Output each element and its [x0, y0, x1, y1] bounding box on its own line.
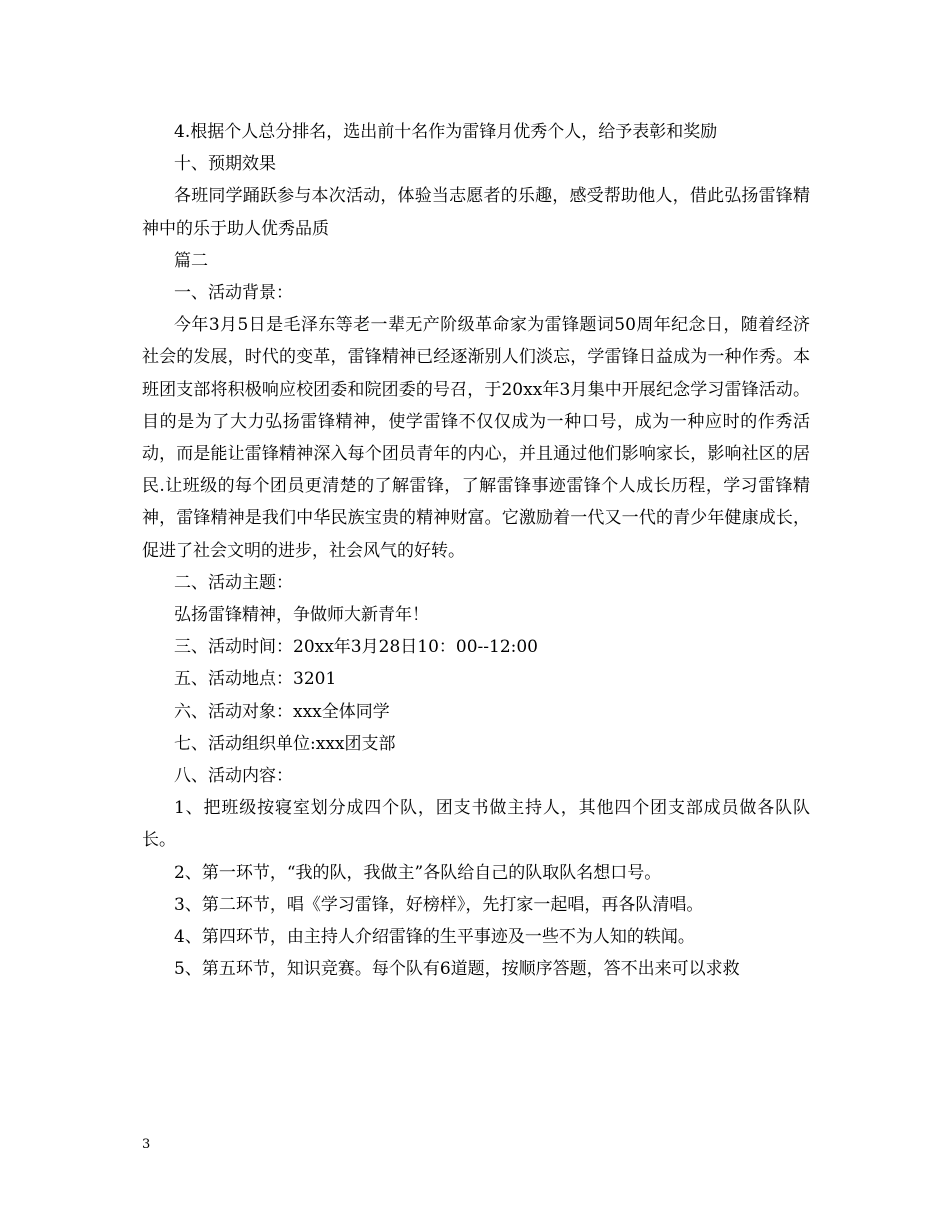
list-item: 2、第一环节，“我的队，我做主”各队给自己的队取队名想口号。: [174, 862, 662, 883]
section-heading: 二、活动主题：: [174, 572, 293, 593]
body-text: [142, 116, 810, 985]
paragraph: 七、活动组织单位:xxx团支部: [174, 733, 396, 754]
list-item: 4、第四环节，由主持人介绍雷锋的生平事迹及一些不为人知的轶闻。: [174, 927, 695, 948]
paragraph: 六、活动对象：xxx全体同学: [174, 701, 390, 722]
paragraph: 五、活动地点：3201: [174, 669, 337, 690]
section-heading: 十、预期效果: [174, 154, 276, 175]
section-heading: 篇二: [174, 250, 208, 271]
list-item: 1、把班级按寝室划分成四个队，团支书做主持人，其他四个团支部成员做各队队长。: [142, 798, 810, 851]
section-heading: 八、活动内容：: [174, 766, 293, 787]
paragraph: 三、活动时间：20xx年3月28日10：00--12:00: [174, 637, 538, 658]
paragraph: 弘扬雷锋精神，争做师大新青年！: [174, 605, 429, 626]
list-item: 3、第二环节，唱《学习雷锋，好榜样》，先打家一起唱，再各队清唱。: [174, 894, 704, 915]
paragraph: 各班同学踊跃参与本次活动，体验当志愿者的乐趣，感受帮助他人，借此弘扬雷锋精神中的乐于助人优秀品质: [142, 186, 810, 239]
paragraph: 今年3月5日是毛泽东等老一辈无产阶级革命家为雷锋题词50周年纪念日，随着经济社会的发展，时代的变革，雷锋精神已经逐渐别人们淡忘，学雷锋日益成为一种作秀。本班团支部将积极响应校团委和院团委的号召，于20xx年3月集中开展纪念学习雷锋活动。目的是为了大力弘扬雷锋精神，使学雷锋不仅仅成为一种口号，成为一种应时的作秀活动，而是能让雷锋精神深入每个团员青年的内心，并且通过他们影响家长，影响社区的居民.让班级的每个团员更清楚的了解雷锋，了解雷锋事迹雷锋个人成长历程，学习雷锋精神，雷锋精神是我们中华民族宝贵的精神财富。它激励着一代又一代的青少年健康成长，促进了社会文明的进步，社会风气的好转。: [142, 315, 810, 561]
section-heading: 一、活动背景：: [174, 283, 293, 304]
page-number: 3: [142, 1137, 151, 1152]
paragraph: 4.根据个人总分排名，选出前十名作为雷锋月优秀个人，给予表彰和奖励: [174, 122, 718, 142]
list-item: 5、第五环节，知识竞赛。每个队有6道题，按顺序答题，答不出来可以求救: [174, 959, 740, 980]
